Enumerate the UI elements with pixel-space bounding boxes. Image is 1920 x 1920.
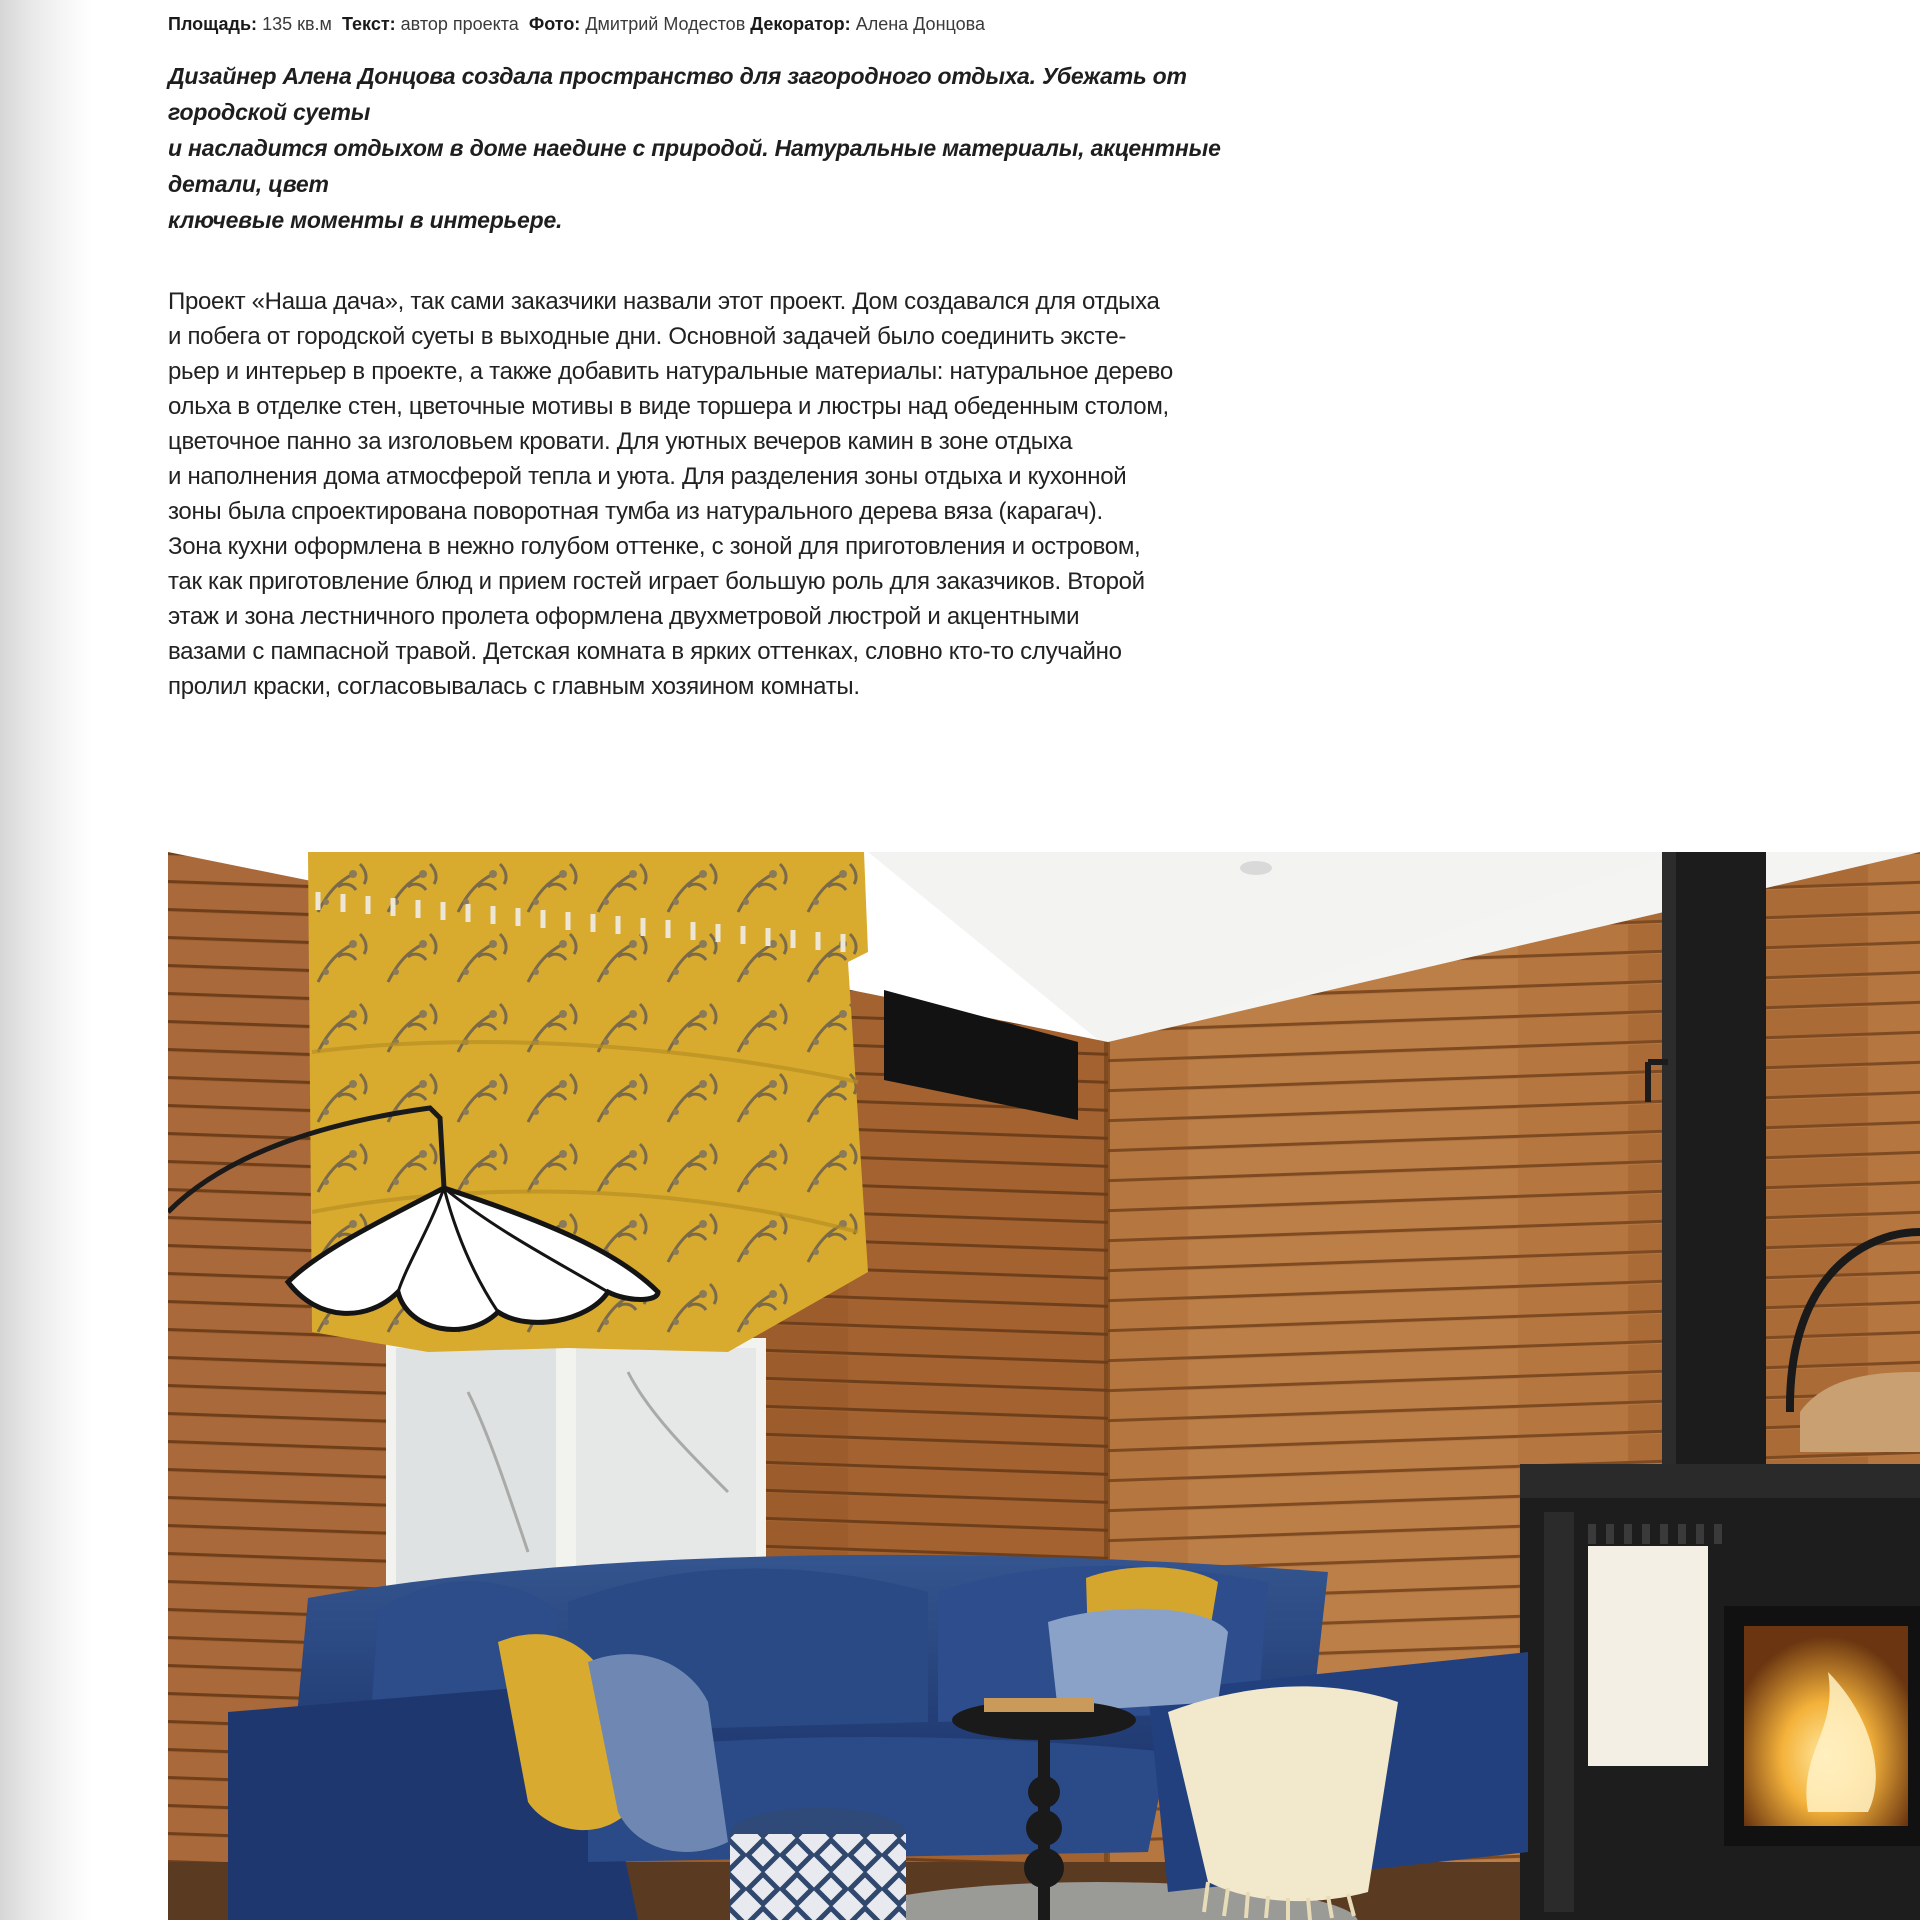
body-line: Проект «Наша дача», так сами заказчики назвали этот проект. Дом создавался для отдыха bbox=[168, 288, 1160, 315]
pouf bbox=[730, 1808, 906, 1920]
area-label: Площадь: bbox=[168, 14, 258, 34]
photo-value: Дмитрий Модестов bbox=[585, 14, 746, 34]
lead-line: ключевые моменты в интерьере. bbox=[168, 207, 563, 233]
body-line: и наполнения дома атмосферой тепла и уюта. Для разделения зоны отдыха и кухонной bbox=[168, 463, 1127, 490]
body-line: Зона кухни оформлена в нежно голубом оттенке, с зоной для приготовления и островом, bbox=[168, 533, 1141, 560]
text-label: Текст: bbox=[341, 14, 396, 34]
area-value: 135 кв.м bbox=[262, 14, 332, 34]
body-line: этаж и зона лестничного пролета оформлена двухметровой люстрой и акцентными bbox=[168, 603, 1080, 630]
text-value: автор проекта bbox=[400, 14, 519, 34]
body-line: так как приготовление блюд и прием гостей играет большую роль для заказчиков. Второй bbox=[168, 568, 1145, 595]
body-line: вазами с пампасной травой. Детская комната в ярких оттенках, словно кто-то случайно bbox=[168, 638, 1122, 665]
cushion-blue-right bbox=[1048, 1609, 1228, 1712]
page-spine-shadow bbox=[0, 0, 92, 1920]
body-line: ольха в отделке стен, цветочные мотивы в виде торшера и люстры над обеденным столом, bbox=[168, 393, 1169, 420]
body-line: и побега от городской суеты в выходные дни. Основной задачей было соединить экстe- bbox=[168, 323, 1127, 350]
lead-line: Дизайнер Алена Донцова создала пространство для загородного отдыха. Убежать от городской суеты bbox=[168, 63, 1187, 125]
body-line: рьер и интерьер в проекте, а также добавить натуральные материалы: натуральное дерево bbox=[168, 358, 1173, 385]
lead-line: и насладится отдыхом в доме наедине с природой. Натуральные материалы, акцентные детали, цвет bbox=[168, 135, 1221, 197]
photo-label: Фото: bbox=[528, 14, 581, 34]
interior-photo bbox=[168, 852, 1920, 1920]
body-line: пролил краски, согласовывалась с главным хозяином комнаты. bbox=[168, 673, 860, 700]
article-credits bbox=[168, 12, 1368, 36]
article-body bbox=[168, 284, 1253, 704]
body-line: цветочное панно за изголовьем кровати. Для уютных вечеров камин в зоне отдыха bbox=[168, 428, 1073, 455]
stove-pipe bbox=[1662, 852, 1766, 1512]
decorator-value: Алена Донцова bbox=[855, 14, 985, 34]
article-lead bbox=[168, 58, 1258, 238]
decorator-label: Декоратор: bbox=[750, 14, 851, 34]
wood-stove bbox=[1520, 1464, 1920, 1920]
body-line: зоны была спроектирована поворотная тумба из натурального дерева вяза (карагач). bbox=[168, 498, 1103, 525]
